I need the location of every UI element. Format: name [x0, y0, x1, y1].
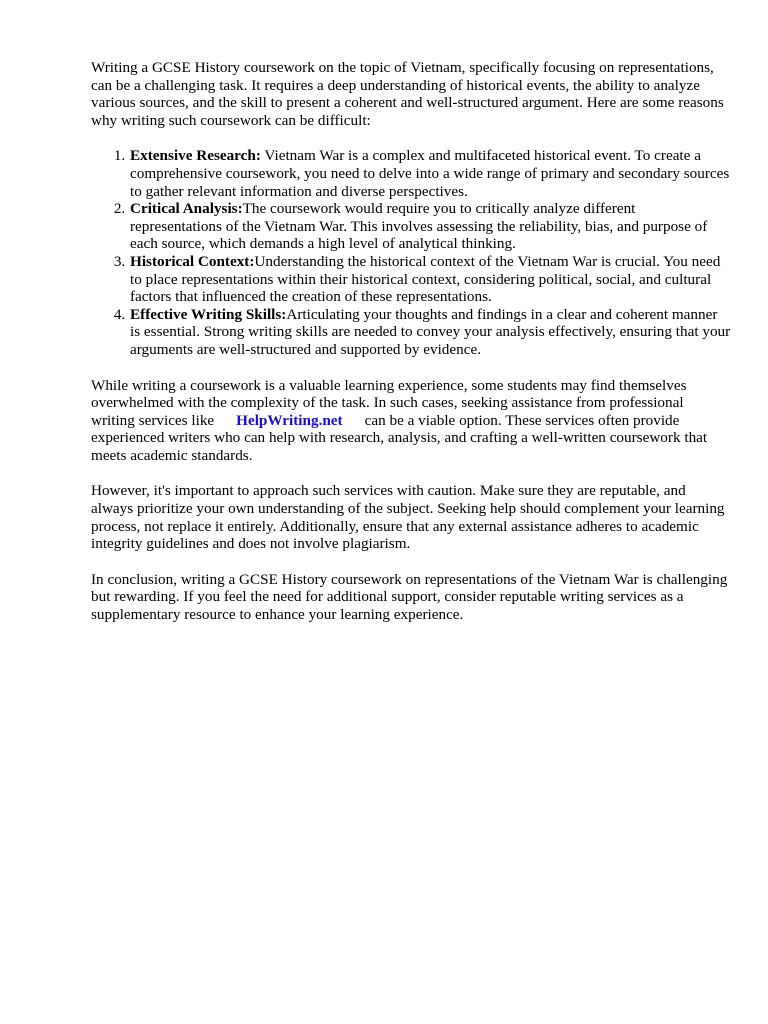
list-item [129, 200, 731, 253]
list-item-text: Vietnam War is a complex and multifaceted historical event. To create a comprehensive coursework, you need to delve into a wide range of primary and secondary sources to gather relevant information and diverse perspectives. [130, 147, 730, 200]
services-text-before: While writing a coursework is a valuable learning experience, some students may find themselves overwhelmed with the complexity of the task. In such cases, seeking assistance from professional writing services like [91, 376, 687, 429]
conclusion-paragraph: In conclusion, writing a GCSE History coursework on representations of the Vietnam War is challenging but rewarding. If you feel the need for additional support, consider reputable writing services as a supplementary resource to enhance your learning experience. [91, 570, 728, 624]
list-item-text: Understanding the historical context of the Vietnam War is crucial. You need to place representations within their historical context, considering political, social, and cultural factors that influenced the creation of these representations. [130, 252, 721, 306]
reasons-list [91, 147, 731, 358]
services-text-after: can be a viable option. These services often provide experienced writers who can help with research, analysis, and crafting a well-written coursework that meets academic standards. [91, 411, 708, 464]
list-item-term: Effective Writing Skills: [130, 305, 287, 323]
list-item-term: Critical Analysis: [130, 200, 243, 218]
list-item-term: Extensive Research: [130, 147, 261, 165]
document-page [91, 59, 731, 642]
intro-paragraph: Writing a GCSE History coursework on the topic of Vietnam, specifically focusing on representations, can be a challenging task. It requires a deep understanding of historical events, the ability to analyze various sources, and the skill to present a coherent and well-structured argument. Here are some reasons why writing such coursework can be difficult: [91, 59, 724, 129]
list-item [129, 147, 731, 200]
list-item-text: Articulating your thoughts and findings in a clear and coherent manner is essential. Strong writing skills are needed to convey your analysis effectively, ensuring that your arguments are well-structured and supported by evidence. [130, 305, 731, 358]
list-item [129, 306, 731, 359]
list-item-term: Historical Context: [130, 252, 255, 270]
caution-paragraph: However, it's important to approach such services with caution. Make sure they are reputable, and always prioritize your own understanding of the subject. Seeking help should complement your learning process, not replace it entirely. Additionally, ensure that any external assistance adheres to academic integrity guidelines and does not involve plagiarism. [91, 482, 725, 553]
list-item [129, 253, 731, 306]
list-item-text: The coursework would require you to critically analyze different representations of the Vietnam War. This involves assessing the reliability, bias, and purpose of each source, which demands a high level of analytical thinking. [130, 200, 708, 253]
services-paragraph [91, 377, 731, 465]
helpwriting-link[interactable]: HelpWriting.net [236, 411, 343, 429]
